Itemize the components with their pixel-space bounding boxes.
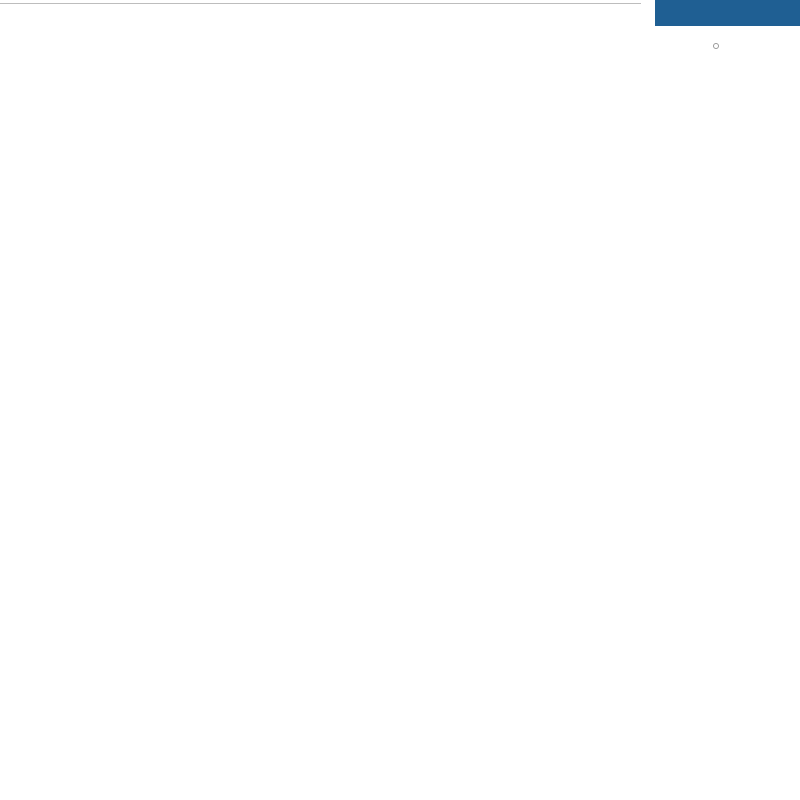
circle-icon xyxy=(713,43,719,49)
panel-title xyxy=(655,0,800,26)
top-rule xyxy=(0,3,641,4)
